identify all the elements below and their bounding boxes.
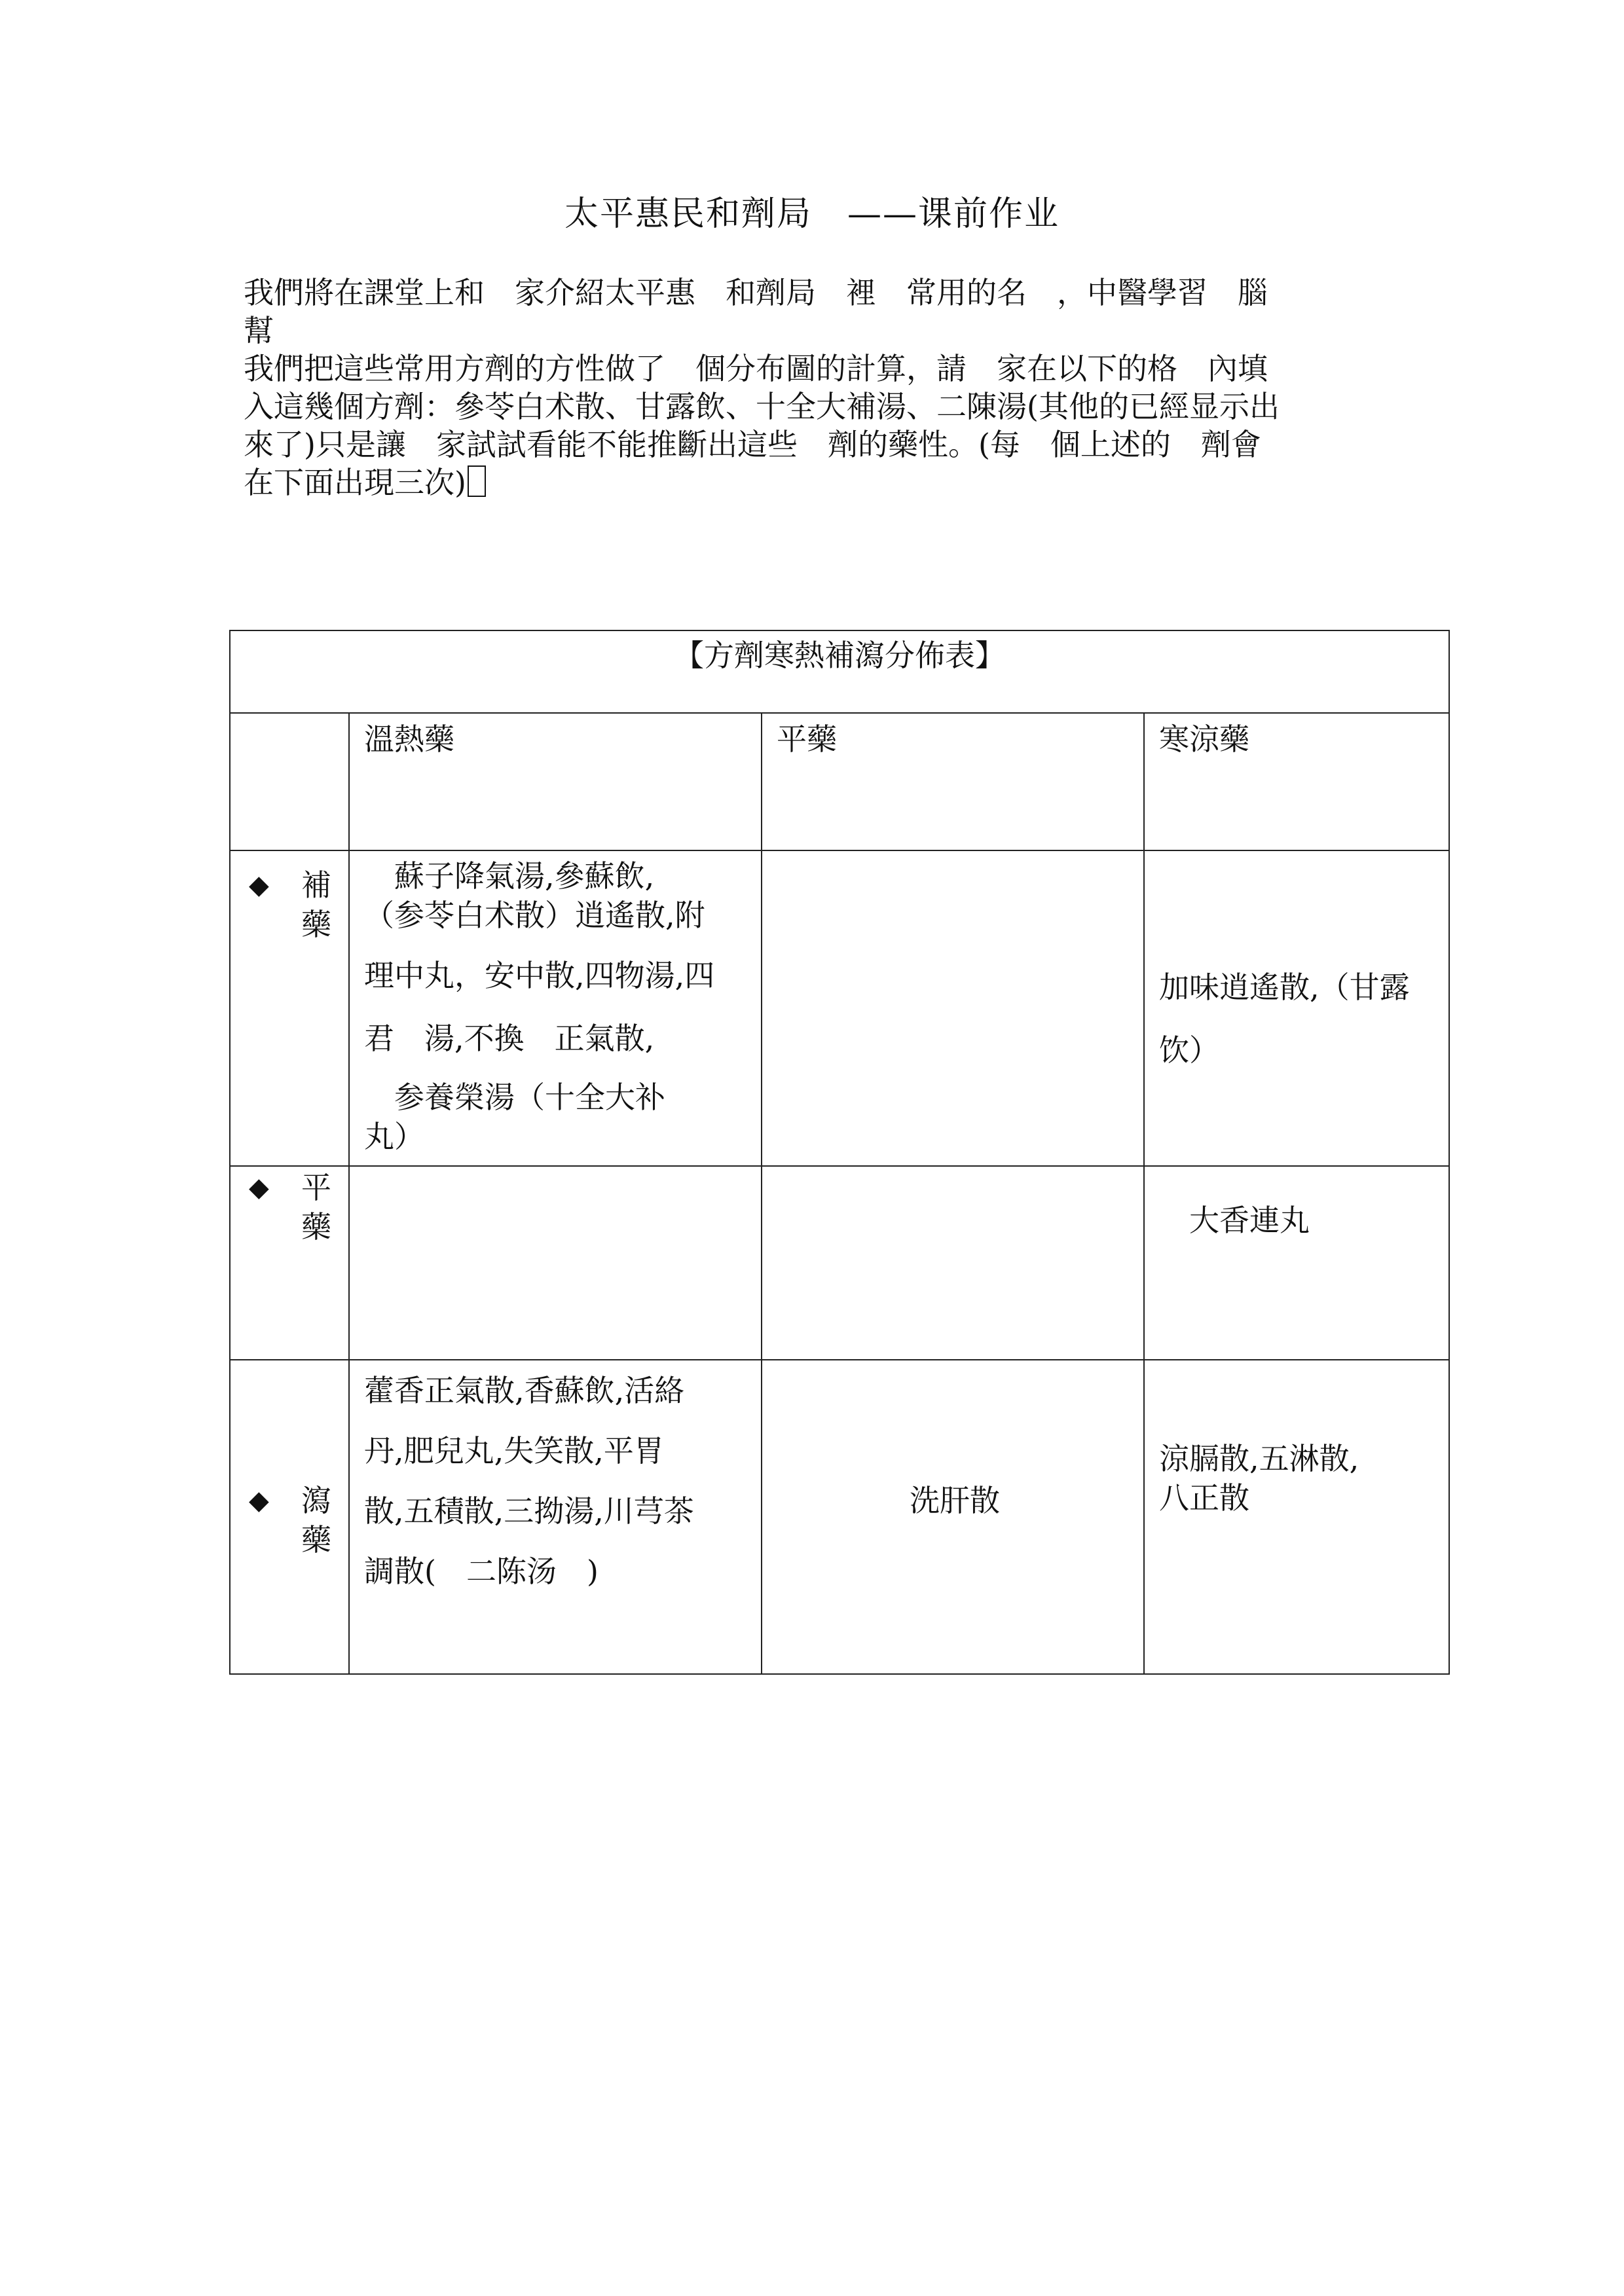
- row-label-text: 補藥: [301, 867, 331, 942]
- header-cool: 寒涼藥: [1159, 721, 1249, 757]
- formula-line: 参養榮湯（十全大补: [364, 1080, 665, 1115]
- formula-line: 丹,肥兒丸,失笑散,平胃: [364, 1433, 664, 1468]
- formula-line: 藿香正氣散,香蘇飲,活絡: [364, 1373, 685, 1408]
- formula-line: 洗肝散: [910, 1483, 1000, 1518]
- formula-line: 理中丸，安中散,四物湯,四: [364, 958, 715, 993]
- diamond-bullet-icon: ◆: [249, 1485, 269, 1516]
- cell-purgative-cool: [1144, 1360, 1449, 1674]
- cell-neutral-cool: [1144, 1166, 1449, 1360]
- formula-line: 涼膈散,五淋散,: [1159, 1441, 1359, 1476]
- header-cool-cell: [1144, 713, 1449, 850]
- cell-tonic-cool: [1144, 850, 1449, 1166]
- header-warm: 溫熱藥: [364, 721, 454, 757]
- intro-line: 我們將在課堂上和 家介紹太平惠 和劑局 裡 常用的名 ，中醫學習 腦: [244, 275, 1268, 310]
- formula-line: 加味逍遙散,（甘露: [1159, 970, 1410, 1005]
- cell-tonic-warm: [349, 850, 762, 1166]
- cell-tonic-neutral: [762, 850, 1144, 1166]
- formula-distribution-table: [229, 630, 1450, 1675]
- cell-purgative-warm: [349, 1360, 762, 1674]
- intro-line: 來了)只是讓 家試試看能不能推斷出這些 劑的藥性。(每 個上述的 劑會: [244, 427, 1261, 462]
- document-title: 太平惠民和劑局 ——课前作业: [564, 194, 1060, 234]
- table-header-row: [230, 713, 1449, 850]
- intro-line: 入這幾個方劑：參苓白术散、甘露飲、十全大補湯、二陳湯(其他的已經显示出: [244, 389, 1280, 424]
- formula-line: 調散( 二陈汤 ): [364, 1554, 599, 1589]
- intro-line: 我們把這些常用方劑的方性做了 個分布圖的計算，請 家在以下的格 內填: [244, 351, 1268, 386]
- table-row-purgative: [230, 1360, 1449, 1674]
- header-warm-cell: [349, 713, 762, 850]
- header-corner-cell: [230, 713, 349, 850]
- formula-line: 八正散: [1159, 1480, 1249, 1516]
- formula-line: 散,五積散,三拗湯,川芎茶: [364, 1493, 694, 1529]
- cell-neutral-warm: [349, 1166, 762, 1360]
- intro-line: 幫: [244, 313, 274, 348]
- table-row-neutral: [230, 1166, 1449, 1360]
- row-label-neutral: [230, 1166, 349, 1360]
- table-row-tonic: [230, 850, 1449, 1166]
- formula-line: 丸）: [364, 1119, 424, 1154]
- formula-line: 饮）: [1159, 1032, 1219, 1068]
- diamond-bullet-icon: ◆: [249, 870, 269, 900]
- header-neutral-cell: [762, 713, 1144, 850]
- formula-line: 蘇子降氣湯,參蘇飲,: [364, 858, 655, 894]
- missing-glyph-box: [468, 465, 486, 497]
- formula-line: 君 湯,不換 正氣散,: [364, 1021, 655, 1056]
- formula-line: 大香連丸: [1159, 1203, 1310, 1238]
- diamond-bullet-icon: ◆: [249, 1173, 269, 1203]
- intro-paragraph: [244, 274, 1370, 501]
- cell-purgative-neutral: [762, 1360, 1144, 1674]
- intro-line: [244, 464, 1370, 501]
- intro-line-text: 在下面出現三次): [244, 465, 466, 500]
- table-caption: 【方劑寒熱補瀉分佈表】: [230, 630, 1449, 713]
- row-label-text: 平藥: [301, 1170, 331, 1245]
- cell-neutral-neutral: [762, 1166, 1144, 1360]
- row-label-tonic: [230, 850, 349, 1166]
- row-label-text: 瀉藥: [301, 1483, 331, 1558]
- formula-line: （参苓白术散）逍遙散,附: [364, 898, 705, 933]
- header-neutral: 平藥: [777, 721, 837, 757]
- row-label-purgative: [230, 1360, 349, 1674]
